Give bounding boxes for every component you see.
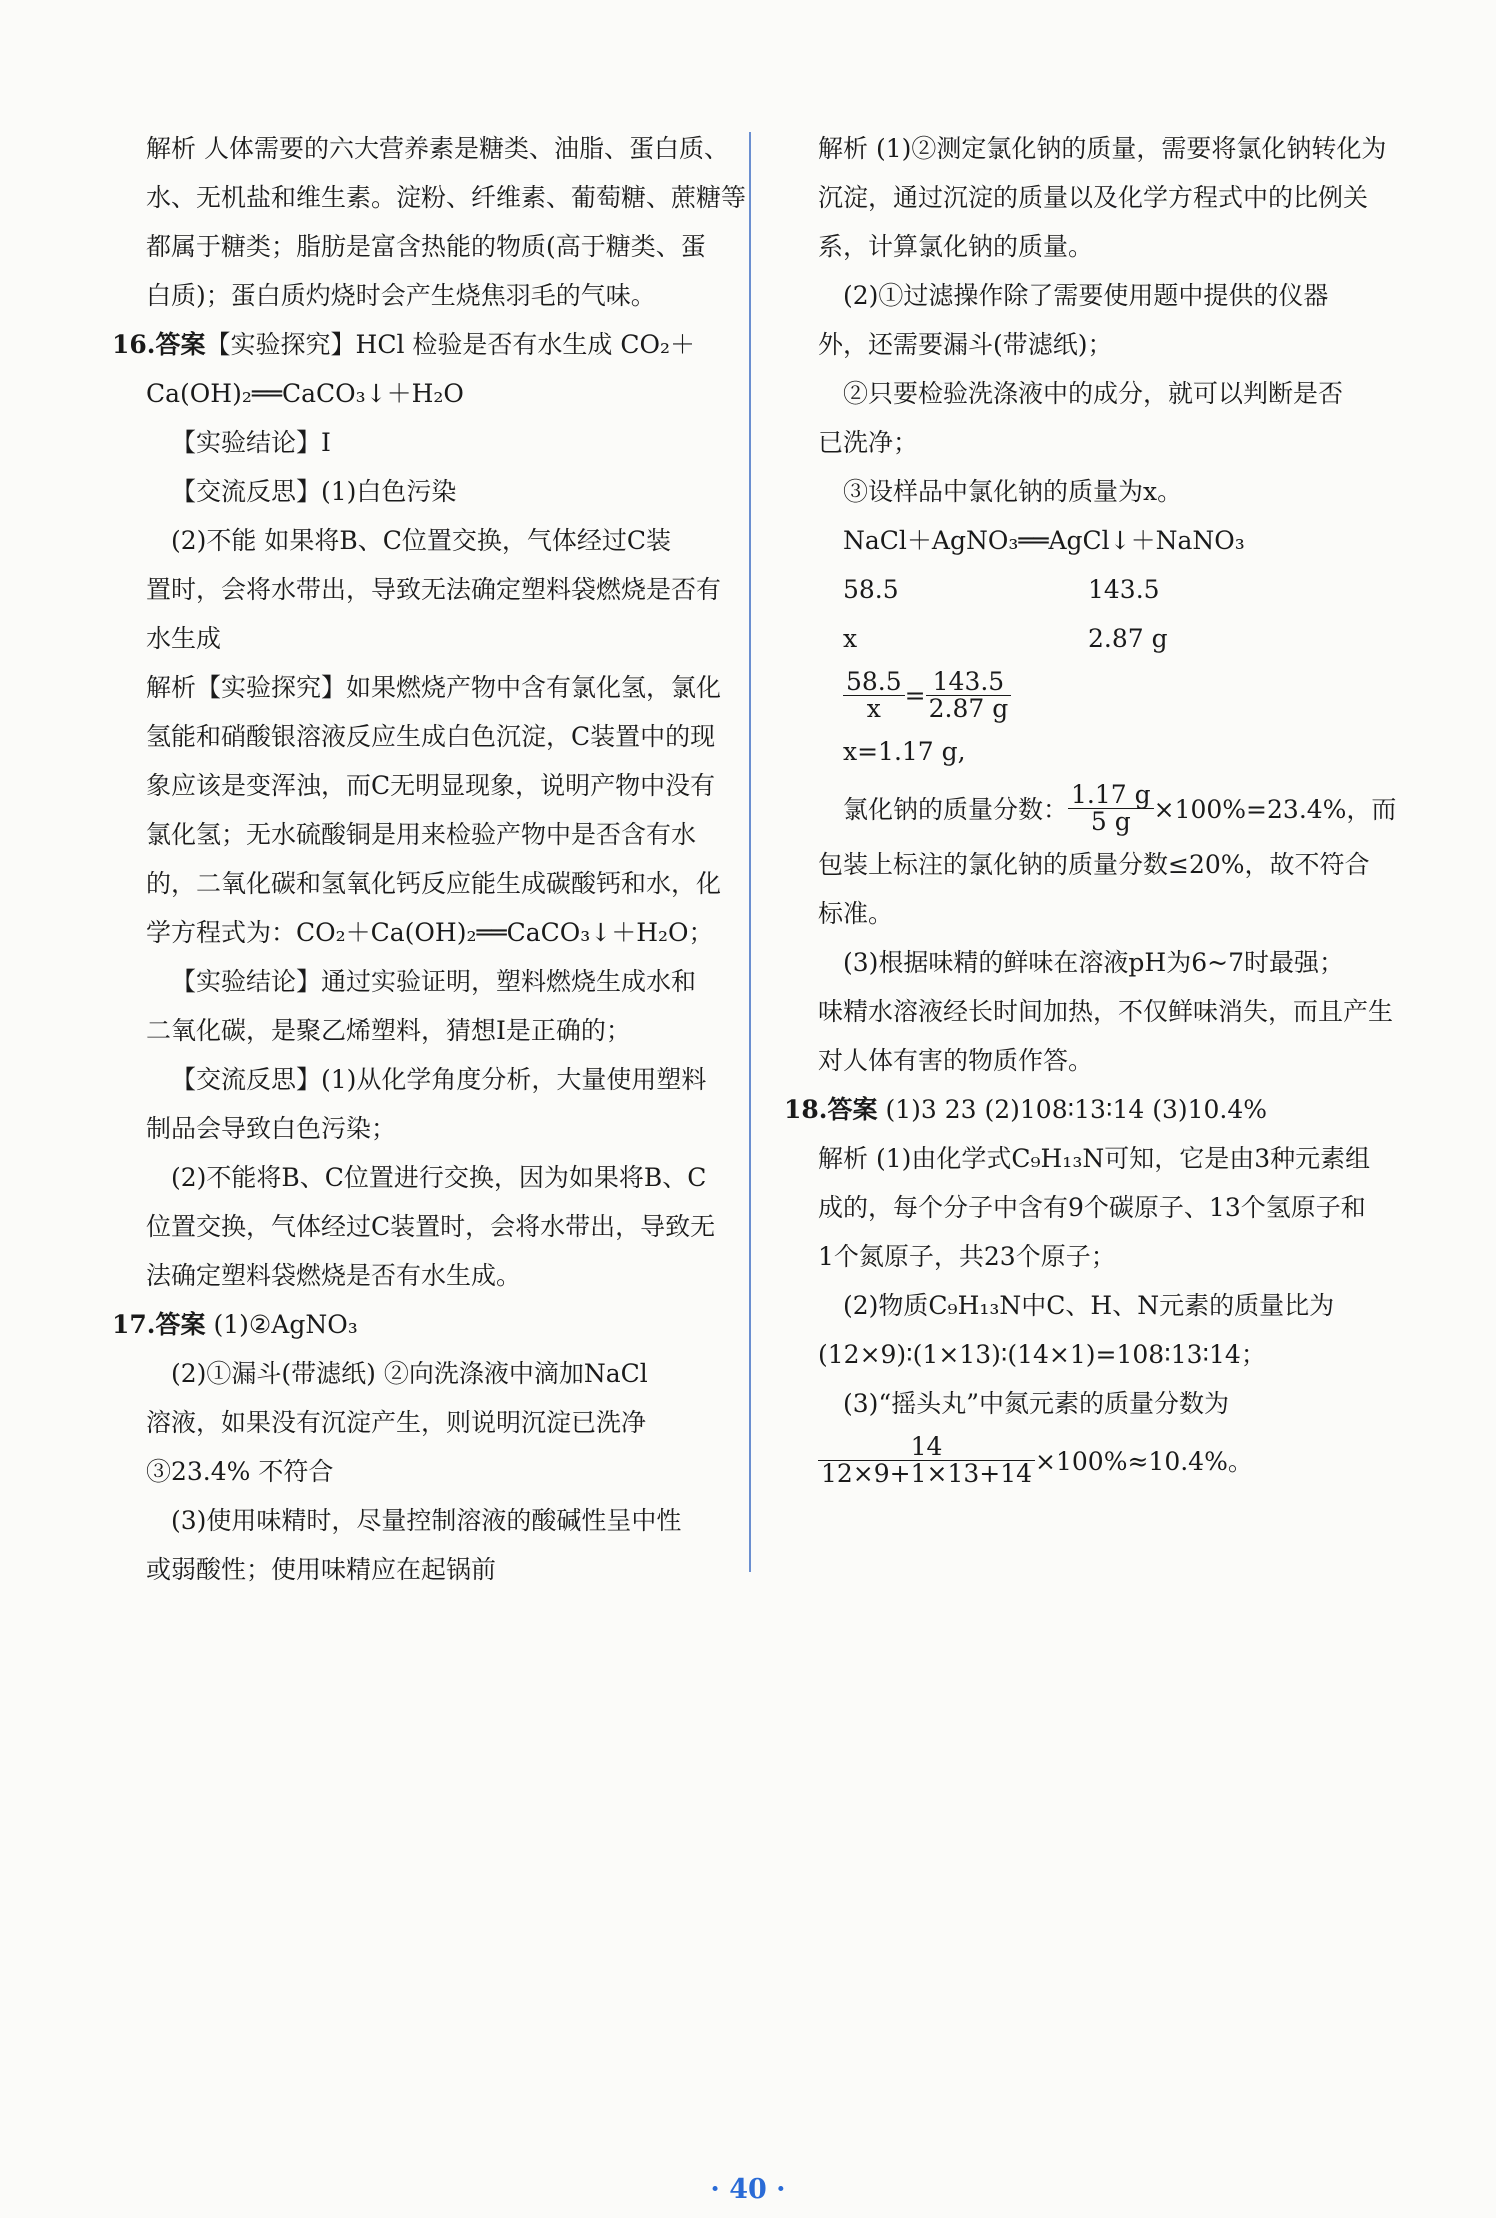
- text-line: (12×9)∶(1×13)∶(14×1)=108∶13∶14；: [818, 1340, 1266, 1369]
- calc-value: 143.5: [1088, 575, 1160, 604]
- text-line: 二氧化碳，是聚乙烯塑料，猜想Ⅰ是正确的；: [146, 1016, 631, 1045]
- text-line: ③设样品中氯化钠的质量为x。: [843, 477, 1183, 506]
- text-line: 象应该是变浑浊，而C无明显现象，说明产物中没有: [146, 771, 716, 800]
- text-line: 位置交换，气体经过C装置时，会将水带出，导致无: [146, 1212, 716, 1241]
- question-number: 17.: [112, 1310, 156, 1339]
- calc-row: [818, 565, 1398, 614]
- numerator: 14: [818, 1434, 1035, 1461]
- text-line: (1)②AgNO₃: [213, 1310, 358, 1339]
- text-line: (2)物质C₉H₁₃N中C、H、N元素的质量比为: [843, 1291, 1335, 1320]
- answer-label: 答案: [827, 1095, 878, 1124]
- text-line: 系，计算氯化钠的质量。: [818, 232, 1094, 261]
- text-line: (3)使用味精时，尽量控制溶液的酸碱性呈中性: [171, 1506, 682, 1535]
- page-number: · 40 ·: [710, 2174, 786, 2205]
- text-line: 解析 人体需要的六大营养素是糖类、油脂、蛋白质、: [146, 134, 729, 163]
- text-line: (2)①漏斗(带滤纸) ②向洗涤液中滴加NaCl: [171, 1359, 648, 1388]
- calc-row: [818, 614, 1398, 663]
- question-number: 18.: [784, 1095, 828, 1124]
- text-line: (2)①过滤操作除了需要使用题中提供的仪器: [843, 281, 1329, 310]
- question-18-answer: [784, 1085, 1398, 1134]
- answer-label: 答案: [155, 330, 206, 359]
- text-line: 解析【实验探究】如果燃烧产物中含有氯化氢，氯化: [146, 673, 722, 702]
- text-line: 【交流反思】(1)从化学角度分析，大量使用塑料: [171, 1065, 707, 1094]
- text-line: 白质)；蛋白质灼烧时会产生烧焦羽毛的气味。: [146, 281, 656, 310]
- text-line: (3)“摇头丸”中氮元素的质量分数为: [843, 1389, 1229, 1418]
- text-line: 制品会导致白色污染；: [146, 1114, 397, 1143]
- text-line: 成的，每个分子中含有9个碳原子、13个氢原子和: [818, 1193, 1366, 1222]
- text-line: 解析 (1)②测定氯化钠的质量，需要将氯化钠转化为: [818, 134, 1387, 163]
- left-column: [112, 124, 747, 1594]
- text-line: (2)不能 如果将B、C位置交换，气体经过C装: [171, 526, 671, 555]
- text-line: 外，还需要漏斗(带滤纸)；: [818, 330, 1113, 359]
- text-line: 【实验结论】通过实验证明，塑料燃烧生成水和: [171, 967, 697, 996]
- text-line: (1)3 23 (2)108∶13∶14 (3)10.4%: [885, 1095, 1268, 1124]
- fraction: [926, 666, 1012, 723]
- proportion-equation: [818, 663, 1398, 727]
- calc-value: x: [843, 624, 858, 653]
- text-line: 氯化氢；无水硫酸铜是用来检验产物中是否含有水: [146, 820, 697, 849]
- text-line: 水、无机盐和维生素。淀粉、纤维素、葡萄糖、蔗糖等: [146, 183, 747, 212]
- text-line: 【实验结论】Ⅰ: [171, 428, 331, 457]
- denominator: 12×9+1×13+14: [821, 1458, 1033, 1488]
- equals-sign: =: [904, 680, 926, 710]
- text-line: ②只要检验洗涤液中的成分，就可以判断是否: [843, 379, 1344, 408]
- nitrogen-fraction: [818, 1428, 1398, 1492]
- text-line: 对人体有害的物质作答。: [818, 1046, 1094, 1075]
- text-line: 的，二氧化碳和氢氧化钙反应能生成碳酸钙和水，化: [146, 869, 722, 898]
- text-line: 【实验探究】HCl 检验是否有水生成 CO₂＋: [205, 330, 695, 359]
- question-17-answer: [112, 1300, 726, 1349]
- text-line: 学方程式为：CO₂＋Ca(OH)₂══CaCO₃↓＋H₂O；: [146, 918, 714, 947]
- numerator: 143.5: [926, 669, 1012, 696]
- numerator: 58.5: [843, 669, 905, 696]
- fraction: [1068, 779, 1154, 836]
- text-line: 解析 (1)由化学式C₉H₁₃N可知，它是由3种元素组: [818, 1144, 1371, 1173]
- text-line: 1个氮原子，共23个原子；: [818, 1242, 1116, 1271]
- text-line: 【交流反思】(1)白色污染: [171, 477, 457, 506]
- chemical-equation: NaCl＋AgNO₃══AgCl↓＋NaNO₃: [843, 526, 1245, 555]
- denominator: 5 g: [1090, 806, 1131, 836]
- text-line: 溶液，如果没有沉淀产生，则说明沉淀已洗净: [146, 1408, 647, 1437]
- calc-value: 58.5: [843, 575, 899, 604]
- calc-value: 2.87 g: [1088, 624, 1168, 653]
- text-line: 法确定塑料袋燃烧是否有水生成。: [146, 1261, 522, 1290]
- text-line: 包装上标注的氯化钠的质量分数≤20%，故不符合: [818, 850, 1370, 879]
- text-line: 或弱酸性；使用味精应在起锅前: [146, 1555, 497, 1584]
- question-16-answer: [112, 320, 726, 369]
- denominator: x: [866, 693, 881, 723]
- text-line: 水生成: [146, 624, 222, 653]
- text-fragment: 氯化钠的质量分数：: [843, 795, 1069, 824]
- text-fragment: ×100%≈10.4%。: [1035, 1447, 1253, 1476]
- text-line: 标准。: [818, 899, 894, 928]
- text-fragment: ×100%=23.4%，而: [1153, 795, 1397, 824]
- percentage-line: [818, 776, 1398, 840]
- text-line: 已洗净；: [818, 428, 919, 457]
- fraction: [843, 666, 905, 723]
- text-line: 沉淀，通过沉淀的质量以及化学方程式中的比例关: [818, 183, 1369, 212]
- text-line: x=1.17 g,: [843, 737, 966, 766]
- text-line: 氢能和硝酸银溶液反应生成白色沉淀，C装置中的现: [146, 722, 716, 751]
- answer-label: 答案: [155, 1310, 206, 1339]
- text-line: 都属于糖类；脂肪是富含热能的物质(高于糖类、蛋: [146, 232, 706, 261]
- text-line: 置时，会将水带出，导致无法确定塑料袋燃烧是否有: [146, 575, 722, 604]
- fraction: [818, 1431, 1035, 1488]
- question-number: 16.: [112, 330, 156, 359]
- column-divider: [749, 132, 751, 1572]
- text-line: (2)不能将B、C位置进行交换，因为如果将B、C: [171, 1163, 707, 1192]
- text-line: ③23.4% 不符合: [146, 1457, 334, 1486]
- numerator: 1.17 g: [1068, 782, 1154, 809]
- denominator: 2.87 g: [928, 693, 1009, 723]
- right-column: [784, 124, 1398, 1492]
- text-line: (3)根据味精的鲜味在溶液pH为6~7时最强；: [843, 948, 1344, 977]
- text-line: 味精水溶液经长时间加热，不仅鲜味消失，而且产生: [818, 997, 1394, 1026]
- text-line: Ca(OH)₂══CaCO₃↓＋H₂O: [146, 379, 464, 408]
